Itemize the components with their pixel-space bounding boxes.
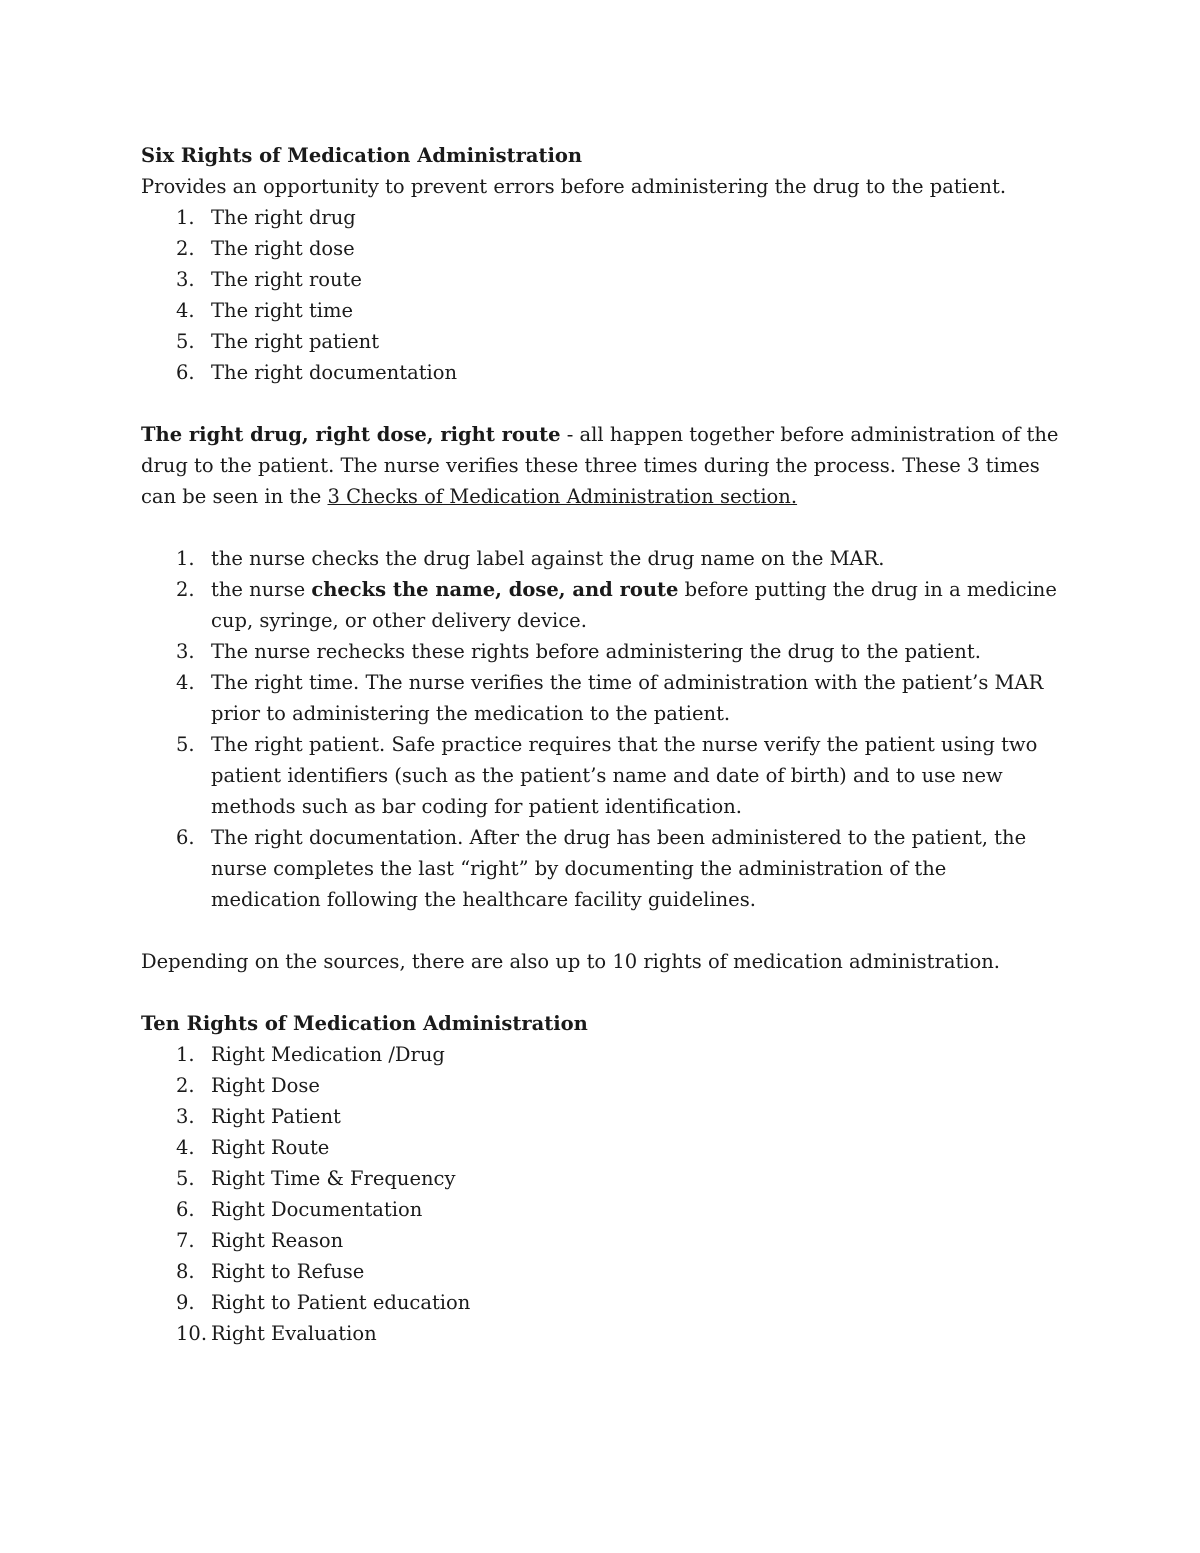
six-rights-heading: Six Rights of Medication Administration <box>141 144 583 167</box>
list-item: 5. The right patient. Safe practice requires that the nurse verify the patient using two patient identifiers (such as the patient’s name and date of birth) and to use new methods such as bar coding for patient identification. <box>176 733 1038 818</box>
list-item: 6. The right documentation. After the drug has been administered to the patient, the nurse completes the last “right” by documenting the administration of the medication following the healthcare facility guidelines. <box>176 826 1027 911</box>
list-item: 10. Right Evaluation <box>176 1322 377 1345</box>
verification-paragraph <box>141 419 1061 512</box>
ten-rights-list <box>141 1039 1061 1349</box>
checks-section-link[interactable]: 3 Checks of Medication Administration section. <box>327 485 798 508</box>
spacer <box>141 388 1061 419</box>
list-item: 4. Right Route <box>176 1136 330 1159</box>
list-item: 8. Right to Refuse <box>176 1260 365 1283</box>
list-item: 1. The right drug <box>176 206 356 229</box>
list-item: 5. The right patient <box>176 330 380 353</box>
list-item: 4. The right time <box>176 299 354 322</box>
document-page <box>141 140 1061 1349</box>
list-item: 7. Right Reason <box>176 1229 344 1252</box>
list-item: 1. Right Medication /Drug <box>176 1043 445 1066</box>
list-item: 5. Right Time & Frequency <box>176 1167 456 1190</box>
list-item: 3. The right route <box>176 268 362 291</box>
sources-note: Depending on the sources, there are also up to 10 rights of medication administration. <box>141 950 1001 973</box>
ten-rights-heading: Ten Rights of Medication Administration <box>141 1012 588 1035</box>
spacer <box>141 977 1061 1008</box>
list-item: 6. The right documentation <box>176 361 458 384</box>
verification-list <box>141 543 1061 915</box>
six-rights-intro: Provides an opportunity to prevent errors before administering the drug to the patient. <box>141 175 1007 198</box>
list-item: 2. the nurse checks the name, dose, and route before putting the drug in a medicine cup, syringe, or other delivery device. <box>176 578 1057 632</box>
list-item: 1. the nurse checks the drug label against the drug name on the MAR. <box>176 547 885 570</box>
list-item: 6. Right Documentation <box>176 1198 423 1221</box>
verification-lead: The right drug, right dose, right route <box>141 423 561 446</box>
list-item: 2. The right dose <box>176 237 355 260</box>
verification-text: - all happen together before administration of the drug to the patient. The nurse verifies these three times during the process. These 3 times can be seen in the <box>141 423 1059 508</box>
list-item: 3. The nurse rechecks these rights before administering the drug to the patient. <box>176 640 981 663</box>
list-item: 3. Right Patient <box>176 1105 341 1128</box>
list-item: 4. The right time. The nurse verifies the time of administration with the patient’s MAR prior to administering the medication to the patient. <box>176 671 1044 725</box>
list-item: 9. Right to Patient education <box>176 1291 471 1314</box>
spacer <box>141 512 1061 543</box>
six-rights-list <box>141 202 1061 388</box>
spacer <box>141 915 1061 946</box>
list-item: 2. Right Dose <box>176 1074 320 1097</box>
